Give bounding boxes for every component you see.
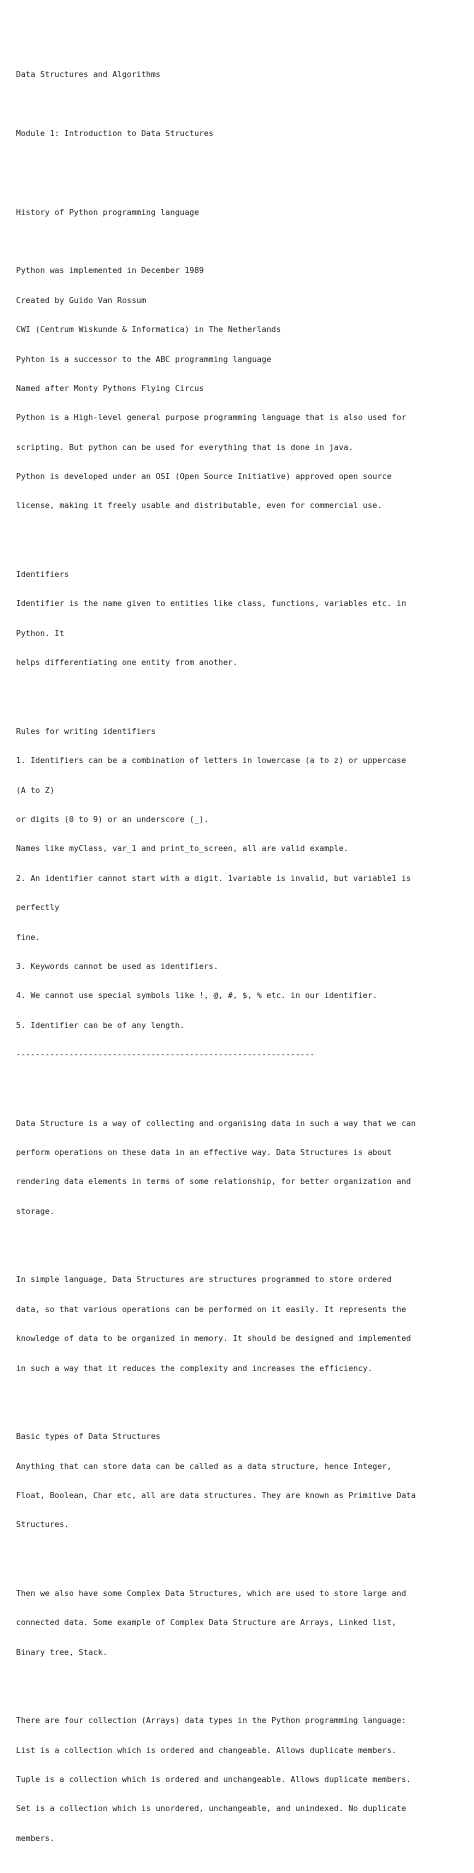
basic-types-line: Float, Boolean, Char etc, all are data structures. They are known as Primitive Data — [16, 1490, 416, 1500]
spacer — [16, 1393, 468, 1403]
rules-line: 2. An identifier cannot start with a digit. 1variable is invalid, but variable1 is — [16, 873, 411, 883]
data-structure-paragraph-line: data, so that various operations can be performed on it easily. It represents the — [16, 1304, 407, 1314]
rules-line: 1. Identifiers can be a combination of letters in lowercase (a to z) or uppercase — [16, 756, 407, 766]
history-line: Pyhton is a successor to the ABC programming language — [16, 354, 272, 364]
collections-line: There are four collection (Arrays) data types in the Python programming language: — [16, 1716, 407, 1726]
spacer — [16, 237, 468, 247]
data-structure-paragraph-line: In simple language, Data Structures are structures programmed to store ordered — [16, 1275, 392, 1285]
history-line: license, making it freely usable and distributable, even for commercial use. — [16, 501, 383, 511]
rules-line: perfectly — [16, 903, 60, 913]
identifiers-line: Identifier is the name given to entities like class, functions, variables etc. in — [16, 599, 407, 609]
spacer — [16, 159, 468, 179]
rules-line: 4. We cannot use special symbols like !, @, #, $, % etc. in our identifier. — [16, 991, 378, 1001]
data-structure-paragraph-line: knowledge of data to be organized in memory. It should be designed and implemented — [16, 1334, 411, 1344]
document-body — [16, 41, 468, 1873]
spacer — [16, 531, 468, 541]
collections-line: members. — [16, 1833, 55, 1843]
rules-line: 5. Identifier can be of any length. — [16, 1020, 185, 1030]
rules-line: 3. Keywords cannot be used as identifiers. — [16, 961, 219, 971]
history-line: scripting. But python can be used for everything that is done in java. — [16, 442, 354, 452]
spacer — [16, 1677, 468, 1687]
spacer — [16, 100, 468, 110]
history-heading: History of Python programming language — [16, 207, 200, 217]
identifiers-heading: Identifiers — [16, 570, 69, 580]
data-structure-paragraph-line: storage. — [16, 1206, 55, 1216]
basic-types-heading: Basic types of Data Structures — [16, 1432, 161, 1442]
history-line: Python is a High-level general purpose programming language that is also used for — [16, 413, 407, 423]
history-line: Python was implemented in December 1989 — [16, 266, 204, 276]
basic-types-line: Structures. — [16, 1520, 69, 1530]
collections-line: List is a collection which is ordered and changeable. Allows duplicate members. — [16, 1745, 397, 1755]
complex-types-line: Binary tree, Stack. — [16, 1647, 108, 1657]
complex-types-line: Then we also have some Complex Data Structures, which are used to store large and — [16, 1588, 407, 1598]
history-line: Named after Monty Pythons Flying Circus — [16, 383, 204, 393]
collections-line: Set is a collection which is unordered, unchangeable, and unindexed. No duplicate — [16, 1804, 407, 1814]
basic-types-line: Anything that can store data can be called as a data structure, hence Integer, — [16, 1461, 392, 1471]
history-line: CWI (Centrum Wiskunde & Informatica) in The Netherlands — [16, 325, 281, 335]
spacer — [16, 688, 468, 698]
data-structure-paragraph-line: in such a way that it reduces the complexity and increases the efficiency. — [16, 1363, 373, 1373]
rules-line: fine. — [16, 932, 41, 942]
collections-line: Tuple is a collection which is ordered and unchangeable. Allows duplicate members. — [16, 1775, 411, 1785]
document-title: Data Structures and Algorithms — [16, 70, 161, 80]
history-line: Created by Guido Van Rossum — [16, 295, 147, 305]
spacer — [16, 1236, 468, 1246]
spacer — [16, 1079, 468, 1089]
data-structure-paragraph-line: Data Structure is a way of collecting and organising data in such a way that we can — [16, 1118, 416, 1128]
section-divider: -------------------------------------------------------------- — [16, 1050, 315, 1060]
spacer — [16, 1550, 468, 1560]
identifiers-line: Python. It — [16, 628, 65, 638]
complex-types-line: connected data. Some example of Complex Data Structure are Arrays, Linked list, — [16, 1618, 397, 1628]
rules-heading: Rules for writing identifiers — [16, 726, 156, 736]
rules-line: Names like myClass, var_1 and print_to_screen, all are valid example. — [16, 844, 349, 854]
rules-line: or digits (0 to 9) or an underscore (_). — [16, 814, 209, 824]
rules-line: (A to Z) — [16, 785, 55, 795]
module-heading: Module 1: Introduction to Data Structures — [16, 129, 214, 139]
data-structure-paragraph-line: perform operations on these data in an effective way. Data Structures is about — [16, 1148, 392, 1158]
data-structure-paragraph-line: rendering data elements in terms of some relationship, for better organization and — [16, 1177, 411, 1187]
history-line: Python is developed under an OSI (Open Source Initiative) approved open source — [16, 472, 392, 482]
identifiers-line: helps differentiating one entity from another. — [16, 658, 238, 668]
